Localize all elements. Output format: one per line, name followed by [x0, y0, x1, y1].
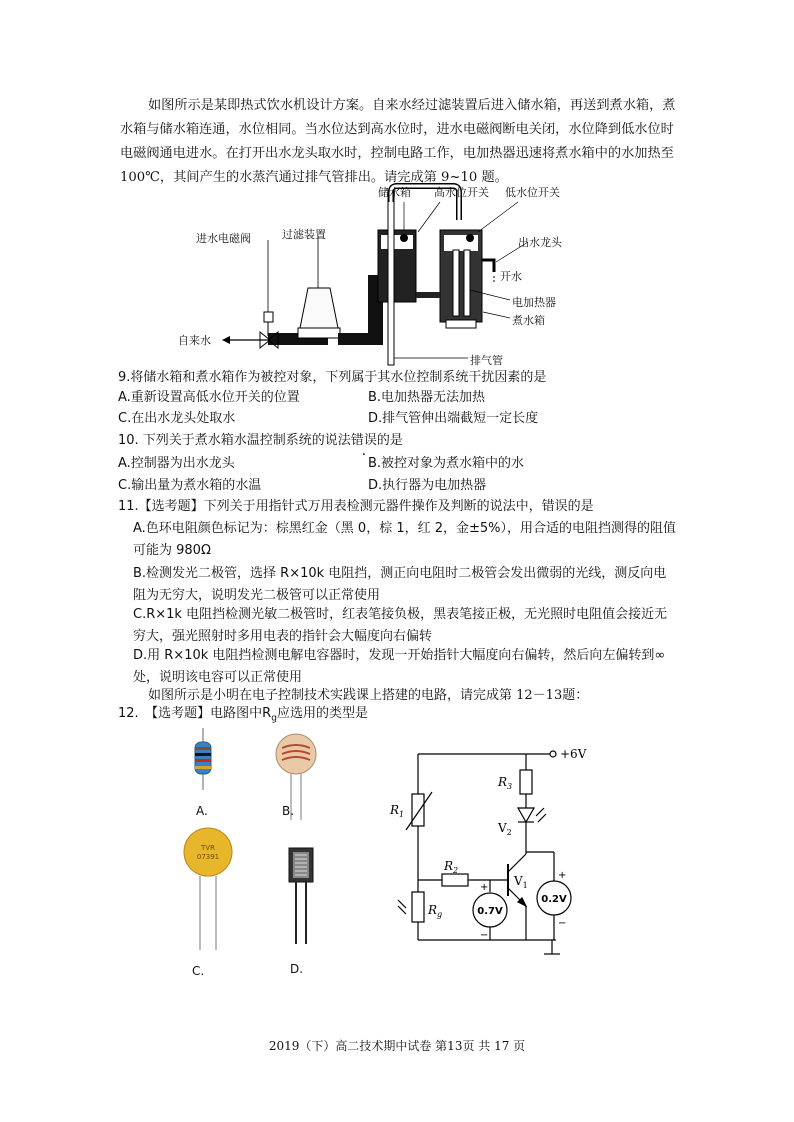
q12-caption-c: C.: [192, 964, 205, 978]
meter1-reading: 0.7V: [477, 906, 503, 917]
q9-stem: 9.将储水箱和煮水箱作为被控对象，下列属于其水位控制系统干扰因素的是: [118, 370, 547, 385]
r1-label-main: R: [390, 803, 400, 817]
label-storage-tank: 储水箱: [378, 186, 411, 199]
intro-paragraph-2: 如图所示是小明在电子控制技术实践课上搭建的电路，请完成第 12－13题：: [148, 688, 589, 703]
label-high-level-switch: 高水位开关: [434, 186, 489, 199]
q9-option-b: B.电加热器无法加热: [368, 390, 486, 405]
label-boiled-water: 开水: [500, 270, 522, 283]
q11-stem: 11.【选考题】下列关于用指针式万用表检测元器件操作及判断的说法中，错误的是: [118, 499, 594, 514]
humidity-sensor-image: [286, 846, 316, 946]
r2-label-main: R: [444, 859, 454, 873]
vcc-label: +6V: [560, 747, 587, 761]
v2-label: [497, 821, 512, 837]
meter1-minus: −: [480, 930, 489, 941]
q11-option-b: B.检测发光二极管，选择 R×10k 电阻挡，测正向电阻时二极管会发出微弱的光线，测反向电阻为无穷大，说明发光二极管可以正常使用: [133, 566, 667, 603]
r3-label-main: R: [498, 775, 508, 789]
q10-stem-after: 的是: [376, 433, 403, 448]
r1-label-sub: 1: [399, 810, 405, 819]
label-faucet: 出水龙头: [518, 236, 562, 249]
r3-label: [497, 775, 512, 791]
resistor-image: [188, 728, 218, 790]
q10-stem: [118, 431, 403, 451]
rg-label: [427, 903, 442, 919]
tvr-label-2: 07391: [196, 853, 220, 861]
intro-paragraph-1: 如图所示是某即热式饮水机设计方案。自来水经过滤装置后进入储水箱，再送到煮水箱，煮水箱与储水箱连通，水位相同。当水位达到高水位时，进水电磁阀断电关闭，水位降到低水位时电磁阀通电进水。在打开出水龙头取水时，控制电路工作，电加热器迅速将煮水箱中的水加热至100℃，其间产生的水蒸汽通过排气管排出。请完成第 9~10 题。: [120, 98, 676, 185]
v1-label-sub: 1: [522, 881, 528, 890]
q9-option-d: D.排气管伸出端截短一定长度: [368, 411, 539, 426]
q12-stem-before: 12. 【选考题】电路图中R: [118, 706, 272, 721]
label-tap-water: 自来水: [178, 334, 211, 347]
r2-label: [443, 859, 458, 875]
rg-label-main: R: [428, 903, 438, 917]
photoresistor-image: [272, 732, 320, 822]
q10-option-c: C.输出量为煮水箱的水温: [118, 478, 262, 493]
meter2-plus: +: [558, 870, 567, 881]
label-inlet-valve: 进水电磁阀: [196, 232, 251, 245]
q10-option-b: B.被控对象为煮水箱中的水: [368, 456, 525, 471]
label-boiler-tank: 煮水箱: [512, 314, 545, 327]
circuit-diagram: [388, 740, 628, 960]
q10-stem-before: 10. 下列关于煮水箱水温控制系统的说法: [118, 433, 351, 448]
q12-stem-sub: g: [271, 713, 277, 724]
q9-option-c: C.在出水龙头处取水: [118, 411, 236, 426]
q10-option-a: A.控制器为出水龙头: [118, 456, 235, 471]
v1-label: [513, 874, 528, 890]
q11-option-d: D.用 R×10k 电阻挡检测电解电容器时，发现一开始指针大幅度向右偏转，然后向左偏转到∞处，说明该电容可以正常使用: [133, 648, 666, 685]
q11-option-c: C.R×1k 电阻挡检测光敏二极管时，红表笔接负极，黑表笔接正极，无光照时电阻值会接近无穷大，强光照射时多用电表的指针会大幅度向右偏转: [133, 607, 668, 644]
r3-label-sub: 3: [507, 782, 513, 791]
dispenser-diagram: [178, 180, 618, 375]
q12-stem: [118, 704, 368, 729]
q12-caption-b: B.: [282, 804, 295, 818]
meter1-plus: +: [480, 882, 489, 893]
r2-label-sub: 2: [453, 866, 459, 875]
v2-label-sub: 2: [506, 828, 512, 837]
page-footer: 2019（下）高二技术期中试卷 第13页 共 17 页: [268, 1039, 526, 1053]
meter2-reading: 0.2V: [541, 894, 567, 905]
label-low-level-switch: 低水位开关: [505, 186, 560, 199]
varistor-image: [180, 826, 236, 952]
tvr-label-1: TVR: [201, 844, 215, 852]
label-exhaust-pipe: 排气管: [470, 354, 503, 367]
v1-label-main: V: [514, 874, 523, 888]
q10-option-d: D.执行器为电加热器: [368, 478, 487, 493]
q11-option-a: A.色环电阻颜色标记为：棕黑红金（黑 0，棕 1，红 2，金±5%），用合适的电阻挡测得的阻值可能为 980Ω: [133, 521, 677, 558]
v2-label-main: V: [498, 821, 507, 835]
q12-caption-a: A.: [196, 804, 208, 818]
meter2-minus: −: [558, 918, 567, 929]
q12-caption-d: D.: [290, 962, 304, 976]
rg-label-sub: g: [437, 910, 443, 919]
label-filter: 过滤装置: [282, 228, 326, 241]
q10-stem-marked: 错误: [350, 433, 377, 448]
label-heater: 电加热器: [512, 296, 556, 309]
r1-label: [389, 803, 404, 819]
q12-stem-after: 应选用的类型是: [276, 706, 368, 721]
q9-option-a: A.重新设置高低水位开关的位置: [118, 390, 300, 405]
